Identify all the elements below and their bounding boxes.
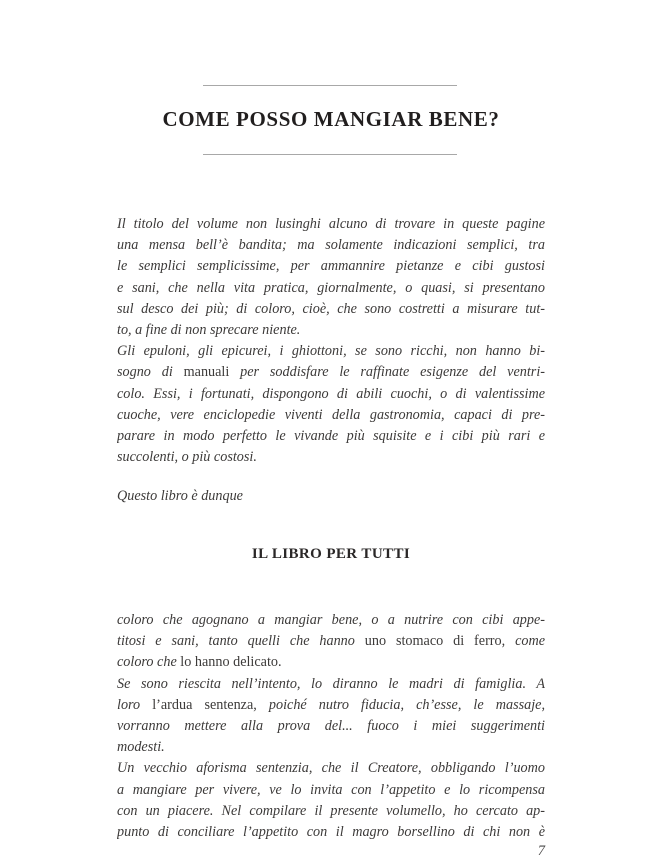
text-segment-roman: lo hanno delicato. (180, 654, 282, 671)
text-line (117, 299, 545, 320)
text-line (117, 384, 545, 405)
text-line (117, 695, 545, 716)
text-line (117, 341, 545, 362)
section-heading: IL LIBRO PER TUTTI (251, 546, 411, 562)
text-segment-italic: sul desco dei più; di coloro, cioè, che sono costretti a misurare tut- (117, 300, 545, 317)
text-segment-roman: manuali (183, 364, 230, 381)
text-line (117, 716, 545, 737)
text-line (117, 447, 545, 468)
text-line (117, 362, 545, 383)
text-segment-italic: per soddisfare le raffinate esigenze del ventri- (229, 364, 545, 381)
page-number: 7 (537, 843, 545, 859)
text-line (117, 235, 545, 256)
text-segment-italic: loro (117, 696, 153, 713)
text-line (117, 780, 545, 801)
intro-text-block (117, 214, 545, 468)
text-line (117, 610, 545, 631)
interlude-text-block (117, 486, 545, 507)
chapter-title: COME POSSO MANGIAR BENE? (162, 107, 500, 131)
text-segment-italic: cuoche, vere enciclopedie viventi della gastronomia, capaci di pre- (117, 406, 545, 423)
text-line (117, 214, 545, 235)
text-segment-italic: Se sono riescita nell’intento, lo diranno le madri di famiglia. A (117, 675, 545, 692)
text-segment-italic: coloro che agognano a mangiar bene, o a nutrire con cibi appe- (117, 612, 545, 628)
title-rule-bottom (203, 154, 457, 155)
text-segment-italic: colo. Essi, i fortunati, dispongono di abili cuochi, o di valentissime (117, 385, 545, 402)
text-line (117, 320, 545, 341)
text-segment-italic: Un vecchio aforisma sentenzia, che il Creatore, obbligando l’uomo (117, 760, 545, 777)
text-segment-italic: sogno di (117, 364, 184, 381)
text-segment-italic: una mensa bell’è bandita; ma solamente indicazioni semplici, tra (117, 237, 545, 254)
text-segment-italic: titosi e sani, tanto quelli che hanno (117, 633, 365, 650)
text-segment-italic: Il titolo del volume non lusinghi alcuno di trovare in queste pagine (117, 216, 545, 232)
text-line (117, 737, 545, 758)
text-segment-italic: e sani, che nella vita pratica, giornalmente, o quasi, si presentano (117, 279, 545, 296)
text-line (117, 631, 545, 652)
text-segment-italic: punto di conciliare l’appetito con il magro borsellino di chi non è (117, 823, 545, 840)
text-line (117, 758, 545, 779)
text-line (117, 822, 545, 843)
text-segment-italic: succolenti, o più costosi. (117, 449, 257, 466)
text-segment-italic: parare in modo perfetto le vivande più squisite e i cibi più rari e (117, 427, 545, 444)
text-segment-italic: vorranno mettere alla prova del... fuoco i miei suggerimenti (117, 717, 545, 734)
text-segment-italic: con un piacere. Nel compilare il presente volumello, ho cercato ap- (117, 802, 545, 819)
text-line (117, 652, 545, 673)
text-segment-roman: uno stomaco di ferro, (364, 633, 516, 650)
text-line (117, 426, 545, 447)
text-line (117, 486, 545, 507)
text-segment-italic: to, a fine di non sprecare niente. (117, 321, 301, 338)
title-rule-top (203, 85, 457, 86)
text-line (117, 801, 545, 822)
main-text-block (117, 610, 545, 843)
text-line (117, 256, 545, 277)
text-segment-italic: Questo libro è dunque (117, 488, 243, 504)
text-segment-italic: poiché nutro fiducia, ch’esse, le massaje, (268, 696, 545, 713)
text-segment-italic: coloro che (117, 654, 181, 671)
text-segment-italic: Gli epuloni, gli epicurei, i ghiottoni, se sono ricchi, non hanno bi- (117, 343, 545, 360)
text-line (117, 405, 545, 426)
text-segment-roman: l’ardua sentenza, (152, 696, 269, 713)
text-line (117, 278, 545, 299)
text-segment-italic: modesti. (117, 739, 165, 756)
text-segment-italic: come (515, 633, 545, 650)
text-segment-italic: le semplici semplicissime, per ammannire pietanze e cibi gustosi (117, 258, 545, 275)
text-segment-italic: a mangiare per vivere, ve lo invita con l’appetito e lo ricompensa (117, 781, 545, 798)
text-line (117, 674, 545, 695)
